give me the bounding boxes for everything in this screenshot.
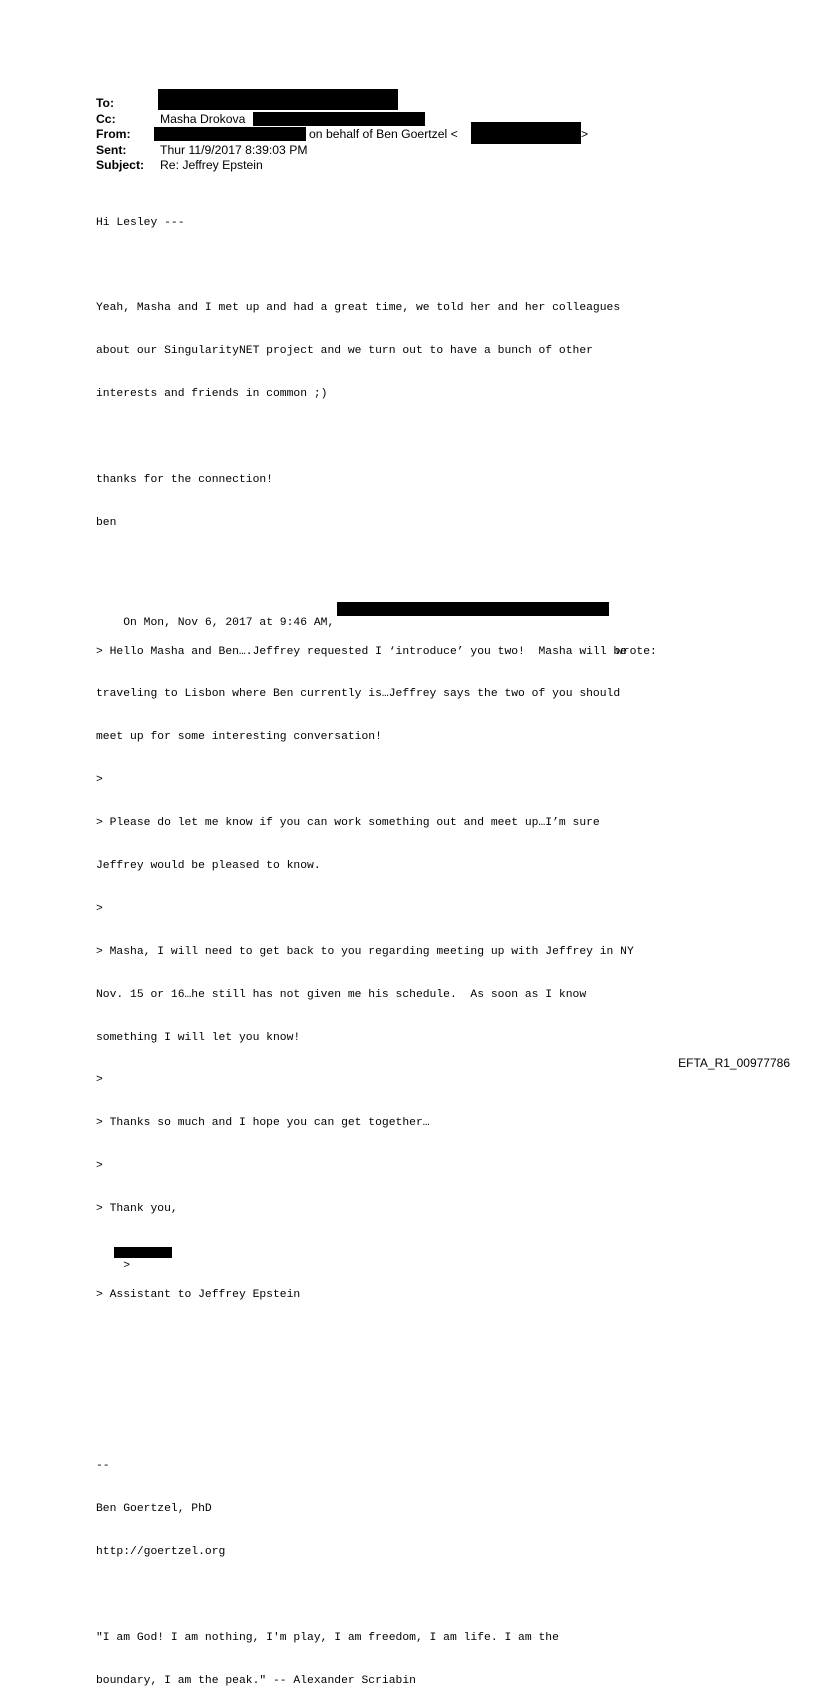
quoted-line: > (96, 1074, 103, 1087)
signoff-line: ben (96, 516, 117, 529)
redaction-bar (253, 112, 425, 126)
document-id: EFTA_R1_00977786 (678, 1056, 790, 1070)
quoted-line: Nov. 15 or 16…he still has not given me his schedule. As soon as I know (96, 988, 587, 1001)
paragraph-line: about our SingularityNET project and we turn out to have a bunch of other (96, 345, 593, 358)
email-body (96, 187, 657, 1702)
thanks-line: thanks for the connection! (96, 473, 273, 486)
redaction-bar (158, 89, 398, 110)
quoted-line: > Hello Masha and Ben….Jeffrey requested I ‘introduce’ you two! Masha will be (96, 645, 627, 658)
from-label: From: (96, 127, 131, 141)
subject-value: Re: Jeffrey Epstein (160, 158, 263, 172)
signature-url: http://goertzel.org (96, 1546, 226, 1559)
redaction-bar (154, 127, 306, 141)
paragraph-line: Yeah, Masha and I met up and had a great time, we told her and her colleagues (96, 302, 621, 315)
quoted-line: > Assistant to Jeffrey Epstein (96, 1288, 301, 1301)
quoted-line: > Masha, I will need to get back to you regarding meeting up with Jeffrey in NY (96, 945, 634, 958)
quoted-redacted-line (96, 1245, 634, 1273)
from-suffix: on behalf of Ben Goertzel < (309, 127, 458, 141)
quoted-line: > (96, 1160, 103, 1173)
quoted-line: something I will let you know! (96, 1031, 301, 1044)
quoted-prefix: > (123, 1260, 137, 1273)
quoted-line: > (96, 774, 103, 787)
redaction-bar (337, 602, 609, 616)
sent-value: Thur 11/9/2017 8:39:03 PM (160, 143, 308, 157)
quoted-line: > Please do let me know if you can work something out and meet up…I’m sure (96, 817, 600, 830)
quoted-line: traveling to Lisbon where Ben currently is…Jeffrey says the two of you should (96, 688, 621, 701)
signature-name: Ben Goertzel, PhD (96, 1503, 212, 1516)
from-end: > (581, 127, 589, 141)
greeting: Hi Lesley --- (96, 216, 185, 229)
epigraph-line: boundary, I am the peak." -- Alexander Scriabin (96, 1674, 416, 1687)
paragraph-line: interests and friends in common ;) (96, 388, 328, 401)
signature-dash: -- (96, 1460, 110, 1473)
quoted-line: > (96, 902, 103, 915)
quote-intro-suffix: wrote: (616, 645, 657, 658)
quoted-line: Jeffrey would be pleased to know. (96, 859, 321, 872)
epigraph-line: "I am God! I am nothing, I'm play, I am freedom, I am life. I am the (96, 1631, 559, 1644)
cc-label: Cc: (96, 112, 116, 126)
redaction-bar (114, 1247, 172, 1258)
subject-label: Subject: (96, 158, 145, 172)
sent-label: Sent: (96, 143, 127, 157)
to-label: To: (96, 96, 115, 110)
quoted-line: > Thank you, (96, 1203, 178, 1216)
quote-intro-prefix: On Mon, Nov 6, 2017 at 9:46 AM, (123, 616, 335, 629)
quoted-line: meet up for some interesting conversation! (96, 731, 382, 744)
redaction-bar (471, 122, 581, 144)
cc-name: Masha Drokova (160, 112, 246, 126)
quoted-line: > Thanks so much and I hope you can get together… (96, 1117, 430, 1130)
